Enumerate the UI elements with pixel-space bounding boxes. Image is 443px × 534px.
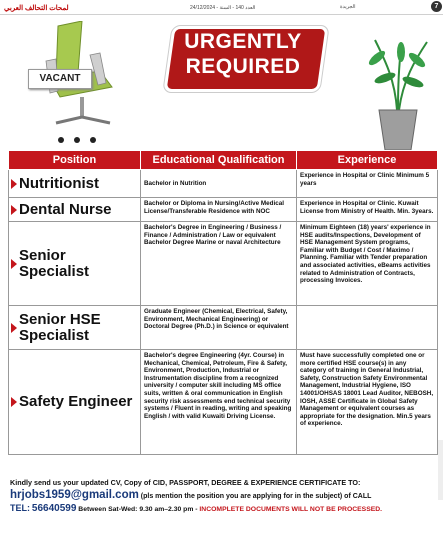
position-cell <box>9 350 141 455</box>
qualification-cell: Bachelor's degree Engineering (4yr. Course) in Mechanical, Chemical, Petroleum, Fire & Safety, Environment, Production, Industrial or Instrumentation discipline from a recognized university / computer skill including MS office suits, written & oral communication in English security risk assessments end technical security systems / Fluent in reading, writing and speaking English / with valid Kuwaiti Driving License. <box>141 350 297 455</box>
jobs-table <box>8 150 438 455</box>
position-cell <box>9 170 141 198</box>
title-line-1: URGENTLY <box>184 30 302 53</box>
qualification-cell: Bachelor in Nutrition <box>141 170 297 198</box>
experience-cell: Must have successfully completed one or more certified HSE course(s) in any category of training in General Industrial, Safety, Construction Safety Environmental Management, Industrial Hygiene, ISO 14001/OHSAS 18001 Lead Auditor, NEBOSH, IOSH, ASSE Certificate in Global Safety Management or equivalent courses as appropriate for the designation. Min.5 years of experience. <box>297 350 438 455</box>
footer-email-line <box>10 489 435 501</box>
qualification-cell: Graduate Engineer (Chemical, Electrical, Safety, Environment, Mechanical Engineering) or Doctoral Degree (Ph.D.) in Science or equivalent <box>141 306 297 350</box>
dot <box>58 137 64 143</box>
header-qualification: Educational Qualification <box>141 151 297 170</box>
arrow-right-icon <box>11 259 17 269</box>
edge-strip <box>438 440 443 500</box>
top-bar-publication: الجريدة <box>340 4 356 10</box>
footer-instructions: Kindly send us your updated CV, Copy of CID, PASSPORT, DEGREE & EXPERIENCE CERTIFICATE TO: <box>10 478 361 487</box>
position-title: Senior Specialist <box>19 246 90 280</box>
position-title: Dental Nurse <box>19 200 112 218</box>
hero-section <box>0 15 443 145</box>
email-link[interactable]: hrjobs1959@gmail.com <box>10 489 139 501</box>
experience-cell <box>297 306 438 350</box>
top-bar-left-text: لمحات التحالف العربي <box>4 5 69 12</box>
plant-icon <box>355 30 440 155</box>
experience-cell: Experience in Hospital or Clinic. Kuwait License from Ministry of Health. Min. 3years. <box>297 198 438 222</box>
contact-footer <box>10 478 435 514</box>
arrow-right-icon <box>11 397 17 407</box>
footer-phone-line <box>10 503 435 514</box>
office-hours: Between Sat-Wed: 9.30 am–2.30 pm - <box>78 506 198 513</box>
footer-subject-note: (pls mention the position you are applying for in the subject) of CALL <box>140 493 372 500</box>
table-row <box>9 170 438 198</box>
page-title <box>168 29 318 79</box>
table-row <box>9 306 438 350</box>
vacant-sign: VACANT <box>28 69 92 89</box>
header-experience: Experience <box>297 151 438 170</box>
warning-text: INCOMPLETE DOCUMENTS WILL NOT BE PROCESSED. <box>199 506 383 513</box>
experience-cell: Experience in Hospital or Clinic Minimum 5 years <box>297 170 438 198</box>
tel-label: TEL: <box>10 503 30 513</box>
position-title: Safety Engineer <box>19 393 133 410</box>
table-header-row <box>9 151 438 170</box>
arrow-right-icon <box>11 179 17 189</box>
dot <box>90 137 96 143</box>
position-title: Nutritionist <box>19 174 99 192</box>
table-row <box>9 222 438 306</box>
top-bar-date: 24/12/2024 - العدد 140 - السنة <box>190 5 256 11</box>
qualification-cell: Bachelor or Diploma in Nursing/Active Medical License/Transferable Residence with NOC <box>141 198 297 222</box>
table-row <box>9 198 438 222</box>
top-bar <box>0 0 443 15</box>
experience-cell: Minimum Eighteen (18) years' experience in HSE audits/Inspections, Development of HSE Management System programs, Familiar with Budget / Cost / Maximo / Planning. Familiar with Tender preparation and associated activities, eBeams activities related to Administration of Contracts, processing Invoices. <box>297 222 438 306</box>
title-line-2: REQUIRED <box>185 55 301 78</box>
page-number: 7 <box>431 1 442 12</box>
arrow-right-icon <box>11 205 17 215</box>
position-cell <box>9 198 141 222</box>
header-position: Position <box>9 151 141 170</box>
qualification-cell: Bachelor's Degree in Engineering / Business / Finance / Administration / Law or equivalent Bachelor Degree Marine or naval Architecture <box>141 222 297 306</box>
table-row <box>9 350 438 455</box>
position-cell <box>9 306 141 350</box>
position-cell <box>9 222 141 306</box>
decorative-dots <box>58 130 106 148</box>
phone-number[interactable]: 56640599 <box>31 503 77 514</box>
dot <box>74 137 80 143</box>
arrow-right-icon <box>11 323 17 333</box>
position-title: Senior HSE Specialist <box>19 310 101 344</box>
